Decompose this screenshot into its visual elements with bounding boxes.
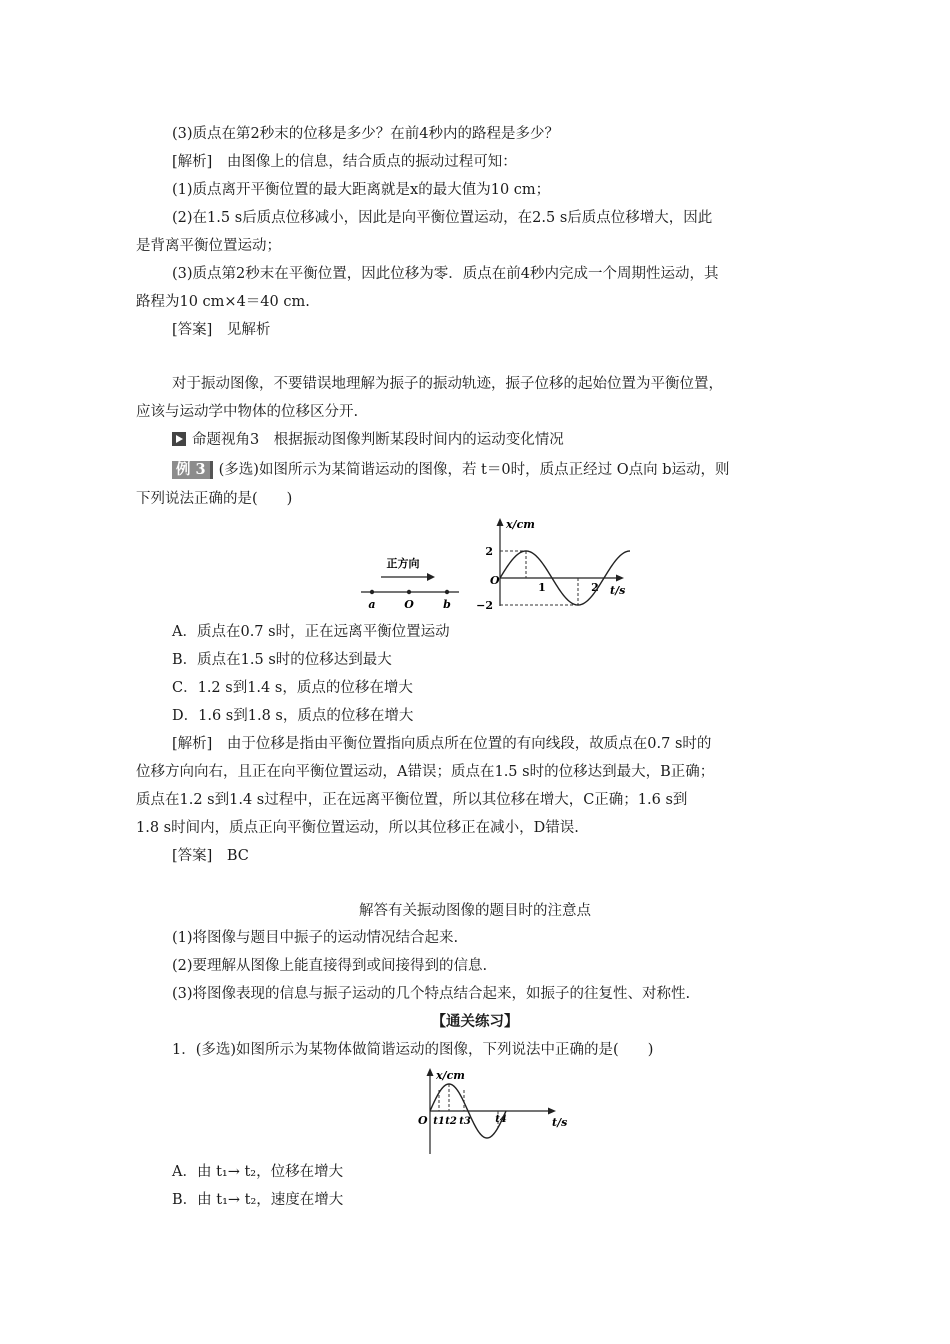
example-tag: 例 3 xyxy=(172,461,213,479)
example-analysis-line-4: 1.8 s时间内，质点正向平衡位置运动，所以其位移正在减小，D错误. xyxy=(136,820,579,836)
note-line-1: 对于振动图像，不要错误地理解为振子的振动轨迹，振子位移的起始位置为平衡位置， xyxy=(172,376,723,392)
y-axis-label: x/cm xyxy=(506,518,535,531)
t3-label: t3 xyxy=(459,1116,471,1127)
y-tick-neg2: −2 xyxy=(476,599,493,612)
note-line-2: 应该与运动学中物体的位移区分开. xyxy=(136,404,359,420)
y-axis-label: x/cm xyxy=(436,1069,465,1082)
analysis-item-3-line-1: (3)质点第2秒末在平衡位置，因此位移为零．质点在前4秒内完成一个周期性运动，其 xyxy=(172,266,719,282)
x-axis-label: t/s xyxy=(552,1116,568,1129)
analysis-item-1: (1)质点离开平衡位置的最大距离就是x的最大值为10 cm； xyxy=(172,182,551,198)
x-axis-arrow xyxy=(548,1108,556,1115)
practice-question-1: 1．(多选)如图所示为某物体做简谐运动的图像，下列说法中正确的是( ) xyxy=(172,1042,654,1058)
point-a-label: a xyxy=(368,598,376,611)
example-analysis-line-2: 位移方向向右，且正在向平衡位置运动，A错误；质点在1.5 s时的位移达到最大，B正确； xyxy=(136,764,715,780)
origin-label: O xyxy=(490,574,500,587)
oscillator-diagram xyxy=(355,515,465,615)
x-tick-1: 1 xyxy=(538,581,546,594)
t4-label: t4 xyxy=(495,1114,507,1125)
tips-item-2: (2)要理解从图像上能直接得到或间接得到的信息. xyxy=(172,958,488,974)
point-b-label: b xyxy=(443,598,451,611)
example-analysis-line-1: [解析] 由于位移是指由平衡位置指向质点所在位置的有向线段，故质点在0.7 s时的 xyxy=(172,736,712,752)
answer-1: [答案] 见解析 xyxy=(172,322,271,338)
question-3: (3)质点在第2秒末的位移是多少？在前4秒内的路程是多少？ xyxy=(172,126,559,142)
analysis-item-2-line-1: (2)在1.5 s后质点位移减小，因此是向平衡位置运动，在2.5 s后质点位移增大，因此 xyxy=(172,210,713,226)
topic-title: 命题视角3 根据振动图像判断某段时间内的运动变化情况 xyxy=(192,432,564,448)
point-o-label: O xyxy=(404,598,414,611)
tips-item-1: (1)将图像与题目中振子的运动情况结合起来. xyxy=(172,930,459,946)
example-analysis-line-3: 质点在1.2 s到1.4 s过程中，正在远离平衡位置，所以其位移在增大，C正确；1.6 s到 xyxy=(136,792,688,808)
y-axis-arrow xyxy=(497,518,504,526)
point-a xyxy=(370,590,374,594)
t1-label: t1 xyxy=(433,1116,445,1127)
t2-label: t2 xyxy=(445,1116,457,1127)
practice-option-a: A．由 t₁→ t₂，位移在增大 xyxy=(172,1164,344,1180)
vibration-graph xyxy=(478,514,638,614)
topic-heading xyxy=(172,430,564,450)
option-d: D．1.6 s到1.8 s，质点的位移在增大 xyxy=(172,708,414,724)
origin-label: O xyxy=(418,1114,428,1127)
point-o xyxy=(407,590,411,594)
example-3-stem-line-1 xyxy=(172,460,730,480)
practice-option-b: B．由 t₁→ t₂，速度在增大 xyxy=(172,1192,344,1208)
example-3-stem-line-2: 下列说法正确的是( ) xyxy=(136,491,293,507)
x-axis-label: t/s xyxy=(610,584,626,597)
point-b xyxy=(445,590,449,594)
y-axis-arrow xyxy=(427,1068,434,1076)
x-axis-arrow xyxy=(616,575,624,582)
example-stem: (多选)如图所示为某简谐运动的图像，若 t＝0时，质点正经过 O点向 b运动，则 xyxy=(218,462,730,478)
option-a: A．质点在0.7 s时，正在远离平衡位置运动 xyxy=(172,624,450,640)
play-icon xyxy=(172,432,186,446)
option-b: B．质点在1.5 s时的位移达到最大 xyxy=(172,652,392,668)
example-answer: [答案] BC xyxy=(172,848,249,864)
practice-heading: 【通关练习】 xyxy=(431,1013,519,1030)
direction-label: 正方向 xyxy=(386,557,420,570)
tips-title: 解答有关振动图像的题目时的注意点 xyxy=(359,903,591,919)
analysis-item-2-line-2: 是背离平衡位置运动； xyxy=(136,238,281,254)
x-tick-2: 2 xyxy=(591,581,599,594)
tips-item-3: (3)将图像表现的信息与振子运动的几个特点结合起来，如振子的往复性、对称性. xyxy=(172,986,691,1002)
direction-arrow-head xyxy=(427,573,435,581)
practice-graph xyxy=(412,1064,582,1156)
y-tick-2: 2 xyxy=(485,545,493,558)
analysis-intro: [解析] 由图像上的信息，结合质点的振动过程可知： xyxy=(172,154,517,170)
option-c: C．1.2 s到1.4 s，质点的位移在增大 xyxy=(172,680,413,696)
analysis-item-3-line-2: 路程为10 cm×4＝40 cm. xyxy=(136,294,310,310)
